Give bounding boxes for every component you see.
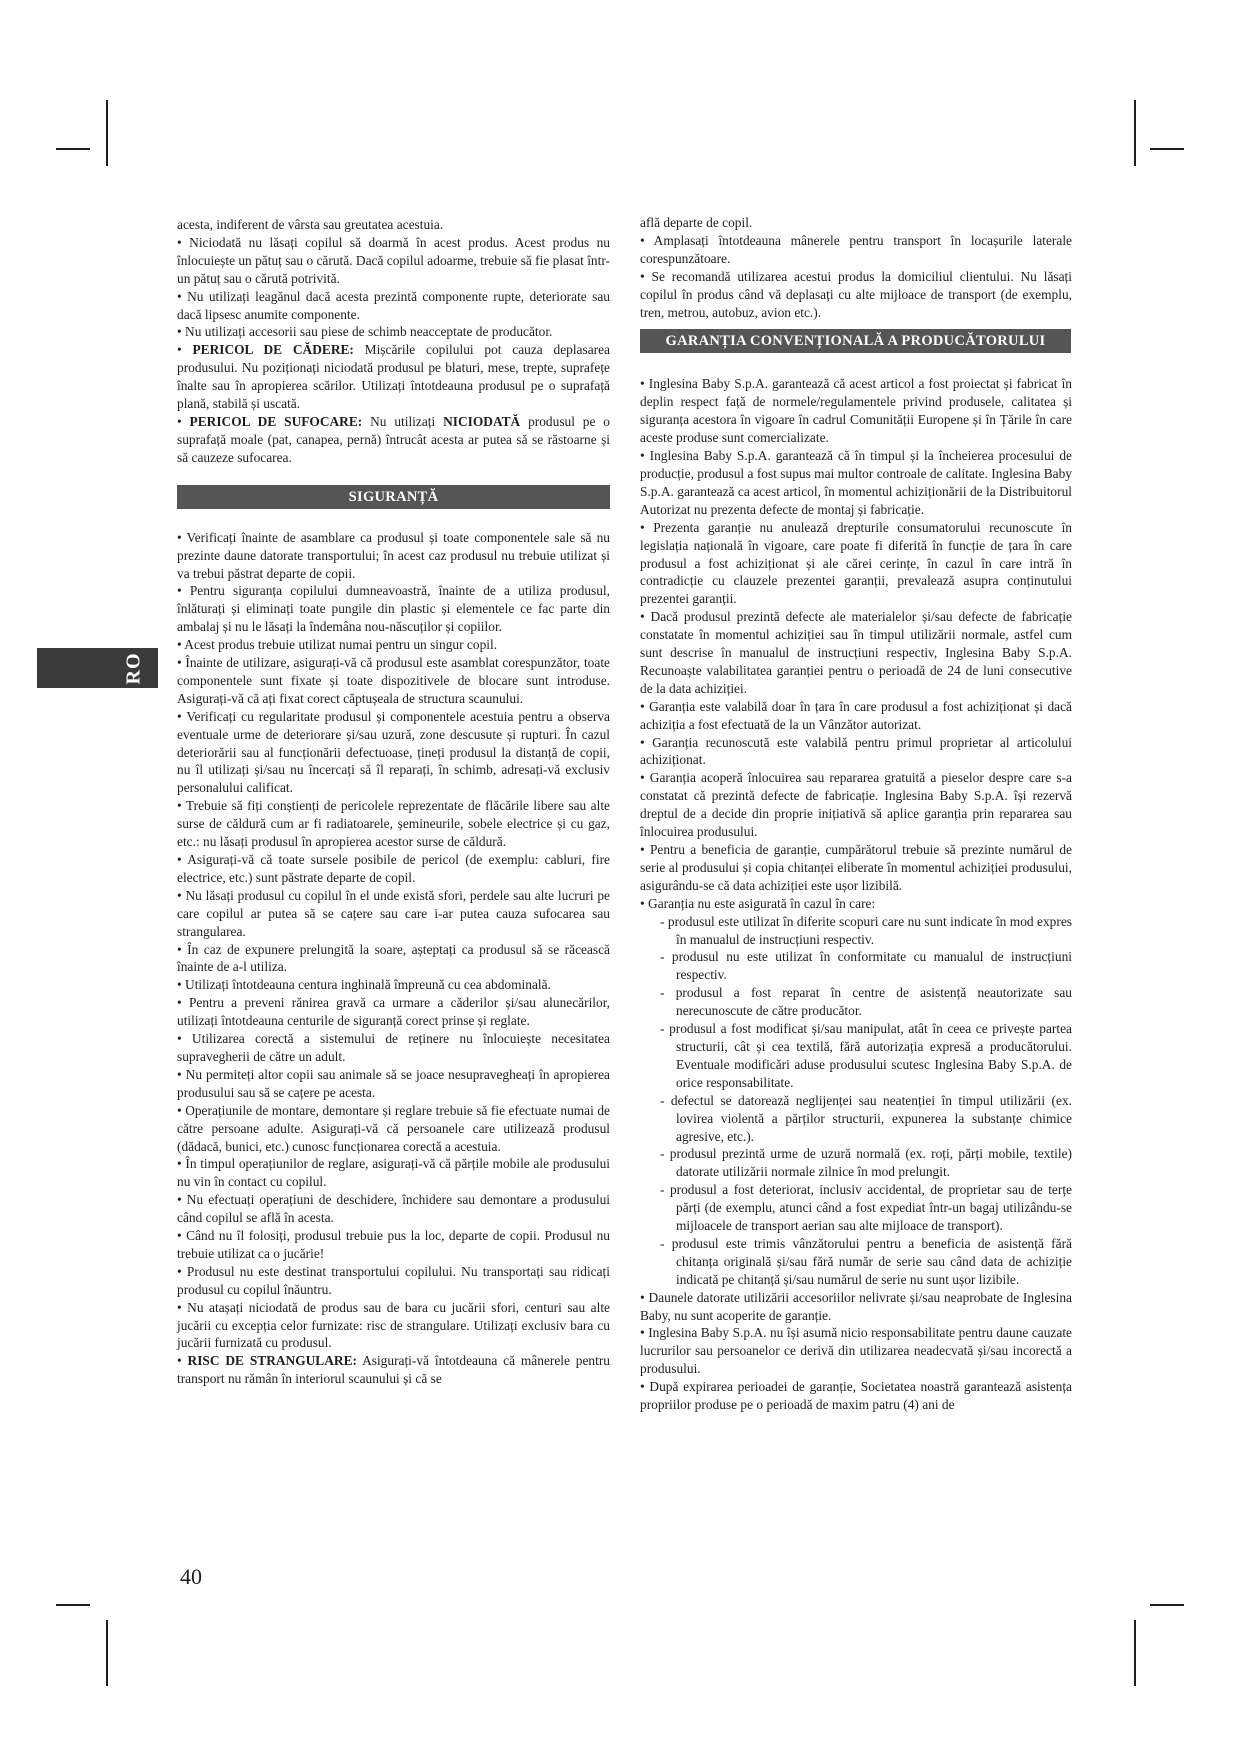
paragraph: află departe de copil. <box>640 215 753 230</box>
paragraph: • Nu efectuați operațiuni de deschidere, închidere sau demontare a produsului când copilul se află în acesta. <box>177 1192 610 1226</box>
paragraph: • După expirarea perioadei de garanție, Societatea noastră garantează asistența propriilor produse pe o perioadă de maxim patru (4) ani de <box>640 1379 1072 1413</box>
exclusion-item: - produsul a fost deteriorat, inclusiv accidental, de proprietar sau de terțe părți (de exemplu, atunci când a fost expediat într-un bagaj utilizându-se mijloacele de transport aerian sau alte mijloace de transport). <box>660 1182 1072 1234</box>
language-tab-label: RO <box>122 652 145 684</box>
paragraph: • Trebuie să fiți conștienți de pericolele reprezentate de flăcările libere sau alte surse de căldură cum ar fi radiatoarele, șemineurile, sobele electrice și cu gaz, etc.: nu lăsați produsul în apropierea acestor surse de căldură. <box>177 798 610 850</box>
paragraph: • Nu utilizați leagănul dacă acesta prezintă componente rupte, deteriorate sau dacă lipsesc anumite componente. <box>177 288 610 322</box>
paragraph: • Niciodată nu lăsați copilul să doarmă în acest produs. Acest produs nu înlocuiește un pătuț sau o cărută. Dacă copilul adoarme, trebuie să fie plasat într-un pătuț sau o cărută potrivită. <box>177 234 610 286</box>
suffocation-hazard-text: Nu utilizați <box>362 413 444 429</box>
crop-mark-top-right-vertical <box>1134 100 1136 166</box>
crop-mark-bottom-left-vertical <box>106 1620 108 1686</box>
paragraph: • Amplasați întotdeauna mânerele pentru transport în locașurile laterale corespunzătoare. <box>640 232 1072 266</box>
paragraph: • Când nu îl folosiți, produsul trebuie pus la loc, departe de copii. Produsul nu trebuie utilizat ca o jucărie! <box>177 1228 610 1261</box>
paragraph: • Produsul nu este destinat transportului copilului. Nu transportați sau ridicați produsul cu copilul înăuntru. <box>177 1263 610 1297</box>
strangulation-hazard-label: RISC DE STRANGULARE: <box>187 1353 357 1369</box>
fall-hazard-label: PERICOL DE CĂDERE: <box>192 342 354 358</box>
page-number: 40 <box>180 1564 202 1589</box>
crop-mark-top-right-horizontal <box>1150 148 1184 150</box>
fall-hazard-paragraph: • PERICOL DE CĂDERE: Mișcările copilului pot cauza deplasarea produsului. Nu poziționați niciodată produsul pe blaturi, mese, trepte, suprafețe înalte sau în apropierea scărilor. Utilizați întotdeauna produsul pe o suprafață plană, stabilă și uscată. <box>177 342 610 412</box>
paragraph: • Dacă produsul prezintă defecte ale materialelor și/sau defecte de fabricație constatate în momentul achiziției sau în timpul utilizării normale, astfel cum sunt descrise în manualul de instrucțiuni respectiv, Inglesina Baby S.p.A. Recunoaște valabilitatea garanției pentru o perioadă de 24 de luni consecutive de la data achiziției. <box>640 609 1072 696</box>
exclusion-item: - produsul a fost modificat și/sau manipulat, atât în ceea ce privește partea structurii, cât și cea textilă, fără autorizația expresă a producătorului. Eventuale modificări aduse produsului scutesc Inglesina Baby S.p.A. de orice responsabilitate. <box>660 1021 1072 1090</box>
suffocation-hazard-paragraph: • PERICOL DE SUFOCARE: Nu utilizați NICIODATĂ produsul pe o suprafață moale (pat, canapea, pernă) întrucât acesta ar putea să se răstoarne și să cauzeze sufocarea. <box>177 413 610 465</box>
fall-hazard-text: Mișcările copilului pot cauza deplasarea produsului. Nu poziționați niciodată produsul pe blaturi, mese, trepte, suprafețe înalte sau în apropierea scărilor. Utilizați întotdeauna produsul pe o suprafață plană, stabilă și uscată. <box>177 342 610 412</box>
crop-mark-top-left-horizontal <box>56 148 90 150</box>
exclusion-item: - produsul este trimis vânzătorului pentru a beneficia de asistență fără chitanța originală și/sau fără număr de serie sau când data de achiziție indicată pe chitanță și/sau numărul de serie nu sunt ușor lizibile. <box>660 1235 1072 1287</box>
paragraph: • Garanția acoperă înlocuirea sau repararea gratuită a pieselor despre care s-a constatat că prezintă defecte de fabricație. Inglesina Baby S.p.A. își rezervă dreptul de a decide din proprie inițiativă să aplice garanția prin repararea sau înlocuirea produsului. <box>640 770 1072 840</box>
paragraph: • Daunele datorate utilizării accesoriilor nelivrate și/sau neaprobate de Inglesina Baby, nu sunt acoperite de garanție. <box>640 1289 1072 1323</box>
paragraph: • Garanția nu este asigurată în cazul în care: <box>640 895 876 911</box>
paragraph: • Utilizați întotdeauna centura inghinală împreună cu cea abdominală. <box>177 977 551 993</box>
exclusion-item: - defectul se datorează neglijenței sau neatenției în timpul utilizării (ex. lovirea violentă a părților structurii, expunerea la substanțe chimice agresive, etc.). <box>660 1092 1072 1144</box>
language-tab <box>37 648 158 688</box>
right-column <box>640 214 1072 1414</box>
paragraph: • Nu lăsați produsul cu copilul în el unde există sfori, perdele sau alte lucruri pe care copilul ar putea să se cațere sau care i-ar putea cauza sufocarea sau strangularea. <box>177 887 610 939</box>
paragraph: • Operațiunile de montare, demontare și reglare trebuie să fie efectuate numai de către persoane adulte. Asigurați-vă că persoanele care utilizează produsul (dădacă, bunici, etc.) cunosc funcționarea corectă a acestuia. <box>177 1102 610 1154</box>
crop-mark-bottom-right-horizontal <box>1150 1604 1184 1606</box>
paragraph: • Inglesina Baby S.p.A. garantează că acest articol a fost proiectat și fabricat în deplin respect față de normele/regulamentele privind produsele, calitatea și siguranța acestora în vigoare în cadrul Comunității Europene și în Țările în care aceste produse sunt comercializate. <box>640 376 1072 446</box>
crop-mark-top-left-vertical <box>106 100 108 166</box>
paragraph: • Pentru siguranța copilului dumneavoastră, înainte de a utiliza produsul, înlăturați și eliminați toate pungile din plastic și elementele ce fac parte din ambalaj și nu le lăsați la îndemâna nou-născuților și copiilor. <box>177 583 610 635</box>
paragraph: acesta, indiferent de vârsta sau greutatea acestuia. <box>177 217 444 232</box>
paragraph: • Nu utilizați accesorii sau piese de schimb neacceptate de producător. <box>177 324 553 340</box>
exclusion-item: - produsul nu este utilizat în conformitate cu manualul de instrucțiuni respectiv. <box>660 949 1072 983</box>
paragraph: • În timpul operațiunilor de reglare, asigurați-vă că părțile mobile ale produsului nu vin în contact cu copilul. <box>177 1156 610 1190</box>
crop-mark-bottom-right-vertical <box>1134 1620 1136 1686</box>
paragraph: • Pentru a preveni rănirea gravă ca urmare a căderilor și/sau alunecărilor, utilizați întotdeauna centurile de siguranță corect prinse și reglate. <box>177 995 610 1029</box>
strangulation-hazard-text: Asigurați-vă întotdeauna că mânerele pentru transport nu rămân în interiorul scaunului și că se <box>177 1353 610 1387</box>
paragraph: • Pentru a beneficia de garanție, cumpărătorul trebuie să prezinte numărul de serie al produsului și copia chitanței eliberate în momentul achiziției produsului, asigurându-se că data achiziției este ușor lizibilă. <box>640 842 1072 893</box>
paragraph: • Nu permiteți altor copii sau animale să se joace nesupravegheați în apropierea produsului sau să se cațere pe acesta. <box>177 1066 610 1100</box>
exclusion-item: - produsul este utilizat în diferite scopuri care nu sunt indicate în mod expres în manualul de instrucțiuni respectiv. <box>660 913 1072 947</box>
paragraph: • Utilizarea corectă a sistemului de reținere nu înlocuiește necesitatea supravegherii de către un adult. <box>177 1031 610 1064</box>
paragraph: • Inglesina Baby S.p.A. garantează că în timpul și la încheierea procesului de producție, produsul a fost supus mai multor controale de calitate. Inglesina Baby S.p.A. garantează ca acest articol, în momentul achiziționării de la Distribuitorul Autorizat nu prezenta defecte de montaj și fabricație. <box>640 448 1072 517</box>
paragraph: • Se recomandă utilizarea acestui produs la domiciliul clientului. Nu lăsați copilul în produs când vă deplasați cu alte mijloace de transport (de exemplu, tren, metrou, autobuz, avion etc.). <box>640 268 1072 320</box>
paragraph: • Acest produs trebuie utilizat numai pentru un singur copil. <box>177 637 498 653</box>
crop-mark-bottom-left-horizontal <box>56 1604 90 1606</box>
paragraph: • Asigurați-vă că toate sursele posibile de pericol (de exemplu: cabluri, fire electrice, etc.) sunt păstrate departe de copil. <box>177 852 610 885</box>
paragraph: • Verificați cu regularitate produsul și componentele acestuia pentru a observa eventuale urme de deteriorare și/sau uzură, zone descusute și rupturi. În cazul deteriorării sau al funcționării defectuoase, țineți produsul la distanță de copii, nu îl utilizați și/sau nu încercați să îl reparați, în schimb, adresați-vă exclusiv personalului calificat. <box>177 708 610 796</box>
paragraph: • Verificați înainte de asamblare ca produsul și toate componentele sale să nu prezinte daune datorate transportului; în acest caz produsul nu trebuie utilizat și va trebui păstrat departe de copii. <box>177 529 610 581</box>
paragraph: • Garanția recunoscută este valabilă pentru primul proprietar al articolului achiziționat. <box>640 734 1072 768</box>
paragraph: • Nu atașați niciodată de produs sau de bara cu jucării sfori, centuri sau alte jucării cu excepția celor furnizate: risc de strangulare. Utilizați exclusiv bara cu jucării furnizată cu produsul. <box>177 1299 610 1351</box>
paragraph: • Inglesina Baby S.p.A. nu își asumă nicio responsabilitate pentru daune cauzate lucrurilor sau persoanelor ce derivă din utilizarea neadecvată și/sau incorectă a produsului. <box>640 1325 1072 1377</box>
safety-heading: SIGURANȚĂ <box>177 485 610 509</box>
paragraph: • În caz de expunere prelungită la soare, așteptați ca produsul să se răcească înainte de a-l utiliza. <box>177 941 610 975</box>
paragraph: • Garanția este valabilă doar în țara în care produsul a fost achiziționat și dacă achiziția a fost efectuată de la un Vânzător autorizat. <box>640 698 1072 732</box>
exclusion-item: - produsul prezintă urme de uzură normală (ex. roți, părți mobile, textile) datorate utilizării normale zilnice în mod prelungit. <box>660 1146 1072 1180</box>
exclusion-item: - produsul a fost reparat în centre de asistență neautorizate sau nerecunoscute de către producător. <box>660 985 1072 1019</box>
strangulation-hazard-paragraph: • RISC DE STRANGULARE: Asigurați-vă întotdeauna că mânerele pentru transport nu rămân în interiorul scaunului și că se <box>177 1353 610 1387</box>
suffocation-hazard-text-end: produsul pe o suprafață moale (pat, canapea, pernă) întrucât acesta ar putea să se răstoarne și să cauzeze sufocarea. <box>177 413 610 465</box>
paragraph: • Prezenta garanție nu anulează drepturile consumatorului recunoscute în legislația națională în vigoare, care poate fi diferită în funcție de țara în care produsul a fost achiziționat și ale cărei cerințe, în cazul în care intră în contradicție cu clauzele prezentei garanții, prevalează asupra conținutului prezentei garanții. <box>640 519 1072 607</box>
left-column <box>177 216 610 1388</box>
suffocation-hazard-strong: NICIODATĂ <box>443 413 521 429</box>
paragraph: • Înainte de utilizare, asigurați-vă că produsul este asamblat corespunzător, toate componentele sunt fixate și toate dispozitivele de blocare sunt introduse. Asigurați-vă că ați fixat corect căptușeala de structura scaunului. <box>177 655 610 706</box>
warranty-heading: GARANȚIA CONVENȚIONALĂ A PRODUCĂTORULUI <box>640 329 1071 353</box>
suffocation-hazard-label: PERICOL DE SUFOCARE: <box>189 413 363 429</box>
